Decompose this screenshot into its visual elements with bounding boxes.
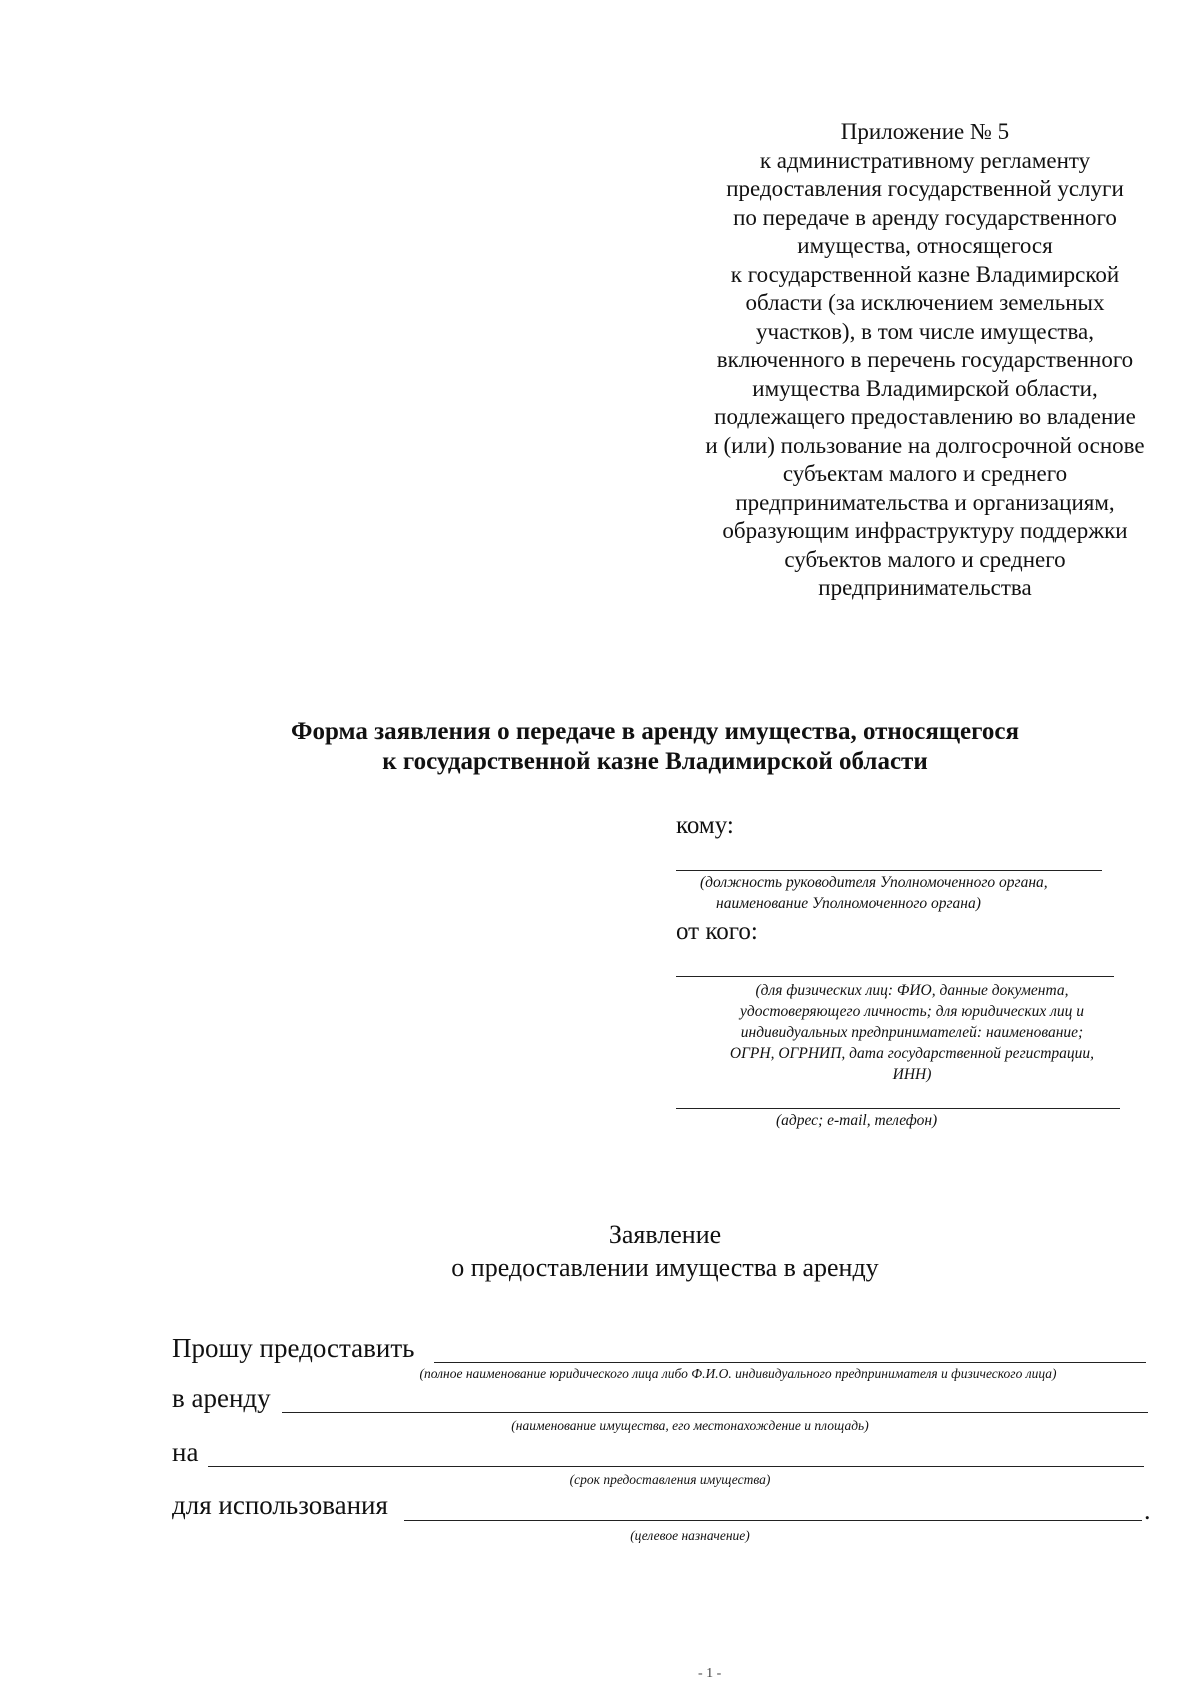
term-caption: (срок предоставления имущества): [569, 1472, 771, 1487]
request-row-label: Прошу предоставить: [172, 1333, 415, 1363]
annex-line: предоставления государственной услуги: [726, 176, 1124, 201]
end-period: .: [1144, 1496, 1151, 1525]
form-title-line-1: Форма заявления о передаче в аренду имущества, относящегося: [291, 718, 1019, 745]
annex-line: субъектов малого и среднего: [784, 546, 1066, 572]
annex-line: имущества Владимирской области,: [752, 375, 1098, 401]
contact-input-line[interactable]: [676, 1108, 1120, 1109]
property-caption: (наименование имущества, его местонахождение и площадь): [511, 1418, 869, 1433]
to-input-line[interactable]: [676, 870, 1102, 871]
to-label: кому:: [676, 812, 734, 839]
from-note: (для физических лиц: ФИО, данные документа, удостоверяющего личность; для юридических лиц и индивидуальных предпринимателей: наименование; ОГРН, ОГРНИП, дата государственной регистрации, ИНН): [729, 982, 1095, 1083]
page-number: - 1 -: [698, 1666, 722, 1681]
statement-heading: Заявление: [608, 1220, 722, 1249]
to-note: (должность руководителя Уполномоченного органа, наименование Уполномоченного органа): [700, 874, 1048, 912]
annex-header: [690, 118, 1160, 603]
annex-line: подлежащего предоставлению во владение: [714, 404, 1136, 429]
contact-note: (адрес; e-mail, телефон): [776, 1112, 938, 1129]
annex-line: образующим инфраструктуру поддержки: [722, 518, 1128, 543]
annex-line: к государственной казне Владимирской: [730, 261, 1120, 287]
term-row-label: на: [172, 1437, 199, 1467]
purpose-row-label: для использования: [172, 1490, 388, 1520]
applicant-caption: (полное наименование юридического лица либо Ф.И.О. индивидуального предпринимателя и физического лица): [419, 1366, 1057, 1381]
annex-line: предпринимательства и организациям,: [735, 489, 1115, 515]
term-input-line[interactable]: [208, 1466, 1144, 1467]
form-title-line-2: к государственной казне Владимирской области: [382, 748, 928, 775]
form-title: [230, 717, 1080, 777]
from-label: от кого:: [676, 918, 758, 945]
annex-line: включенного в перечень государственного: [716, 347, 1134, 372]
annex-line: субъектам малого и среднего: [782, 461, 1068, 486]
annex-line: имущества, относящегося: [797, 233, 1053, 258]
annex-line: и (или) пользование на долгосрочной основе: [705, 432, 1145, 458]
applicant-input-line[interactable]: [434, 1362, 1146, 1363]
annex-line: по передаче в аренду государственного: [733, 204, 1117, 230]
statement-title: [420, 1218, 910, 1284]
annex-line: участков), в том числе имущества,: [756, 318, 1094, 344]
statement-subheading: о предоставлении имущества в аренду: [451, 1253, 879, 1282]
purpose-input-line[interactable]: [404, 1520, 1142, 1521]
annex-line: предпринимательства: [818, 575, 1032, 600]
from-input-line[interactable]: [676, 976, 1114, 977]
annex-line: к административному регламенту: [759, 147, 1091, 173]
annex-line: Приложение № 5: [840, 119, 1010, 144]
lease-row-label: в аренду: [172, 1383, 271, 1413]
purpose-caption: (целевое назначение): [630, 1528, 750, 1543]
property-input-line[interactable]: [282, 1412, 1148, 1413]
annex-line: области (за исключением земельных: [745, 290, 1105, 315]
